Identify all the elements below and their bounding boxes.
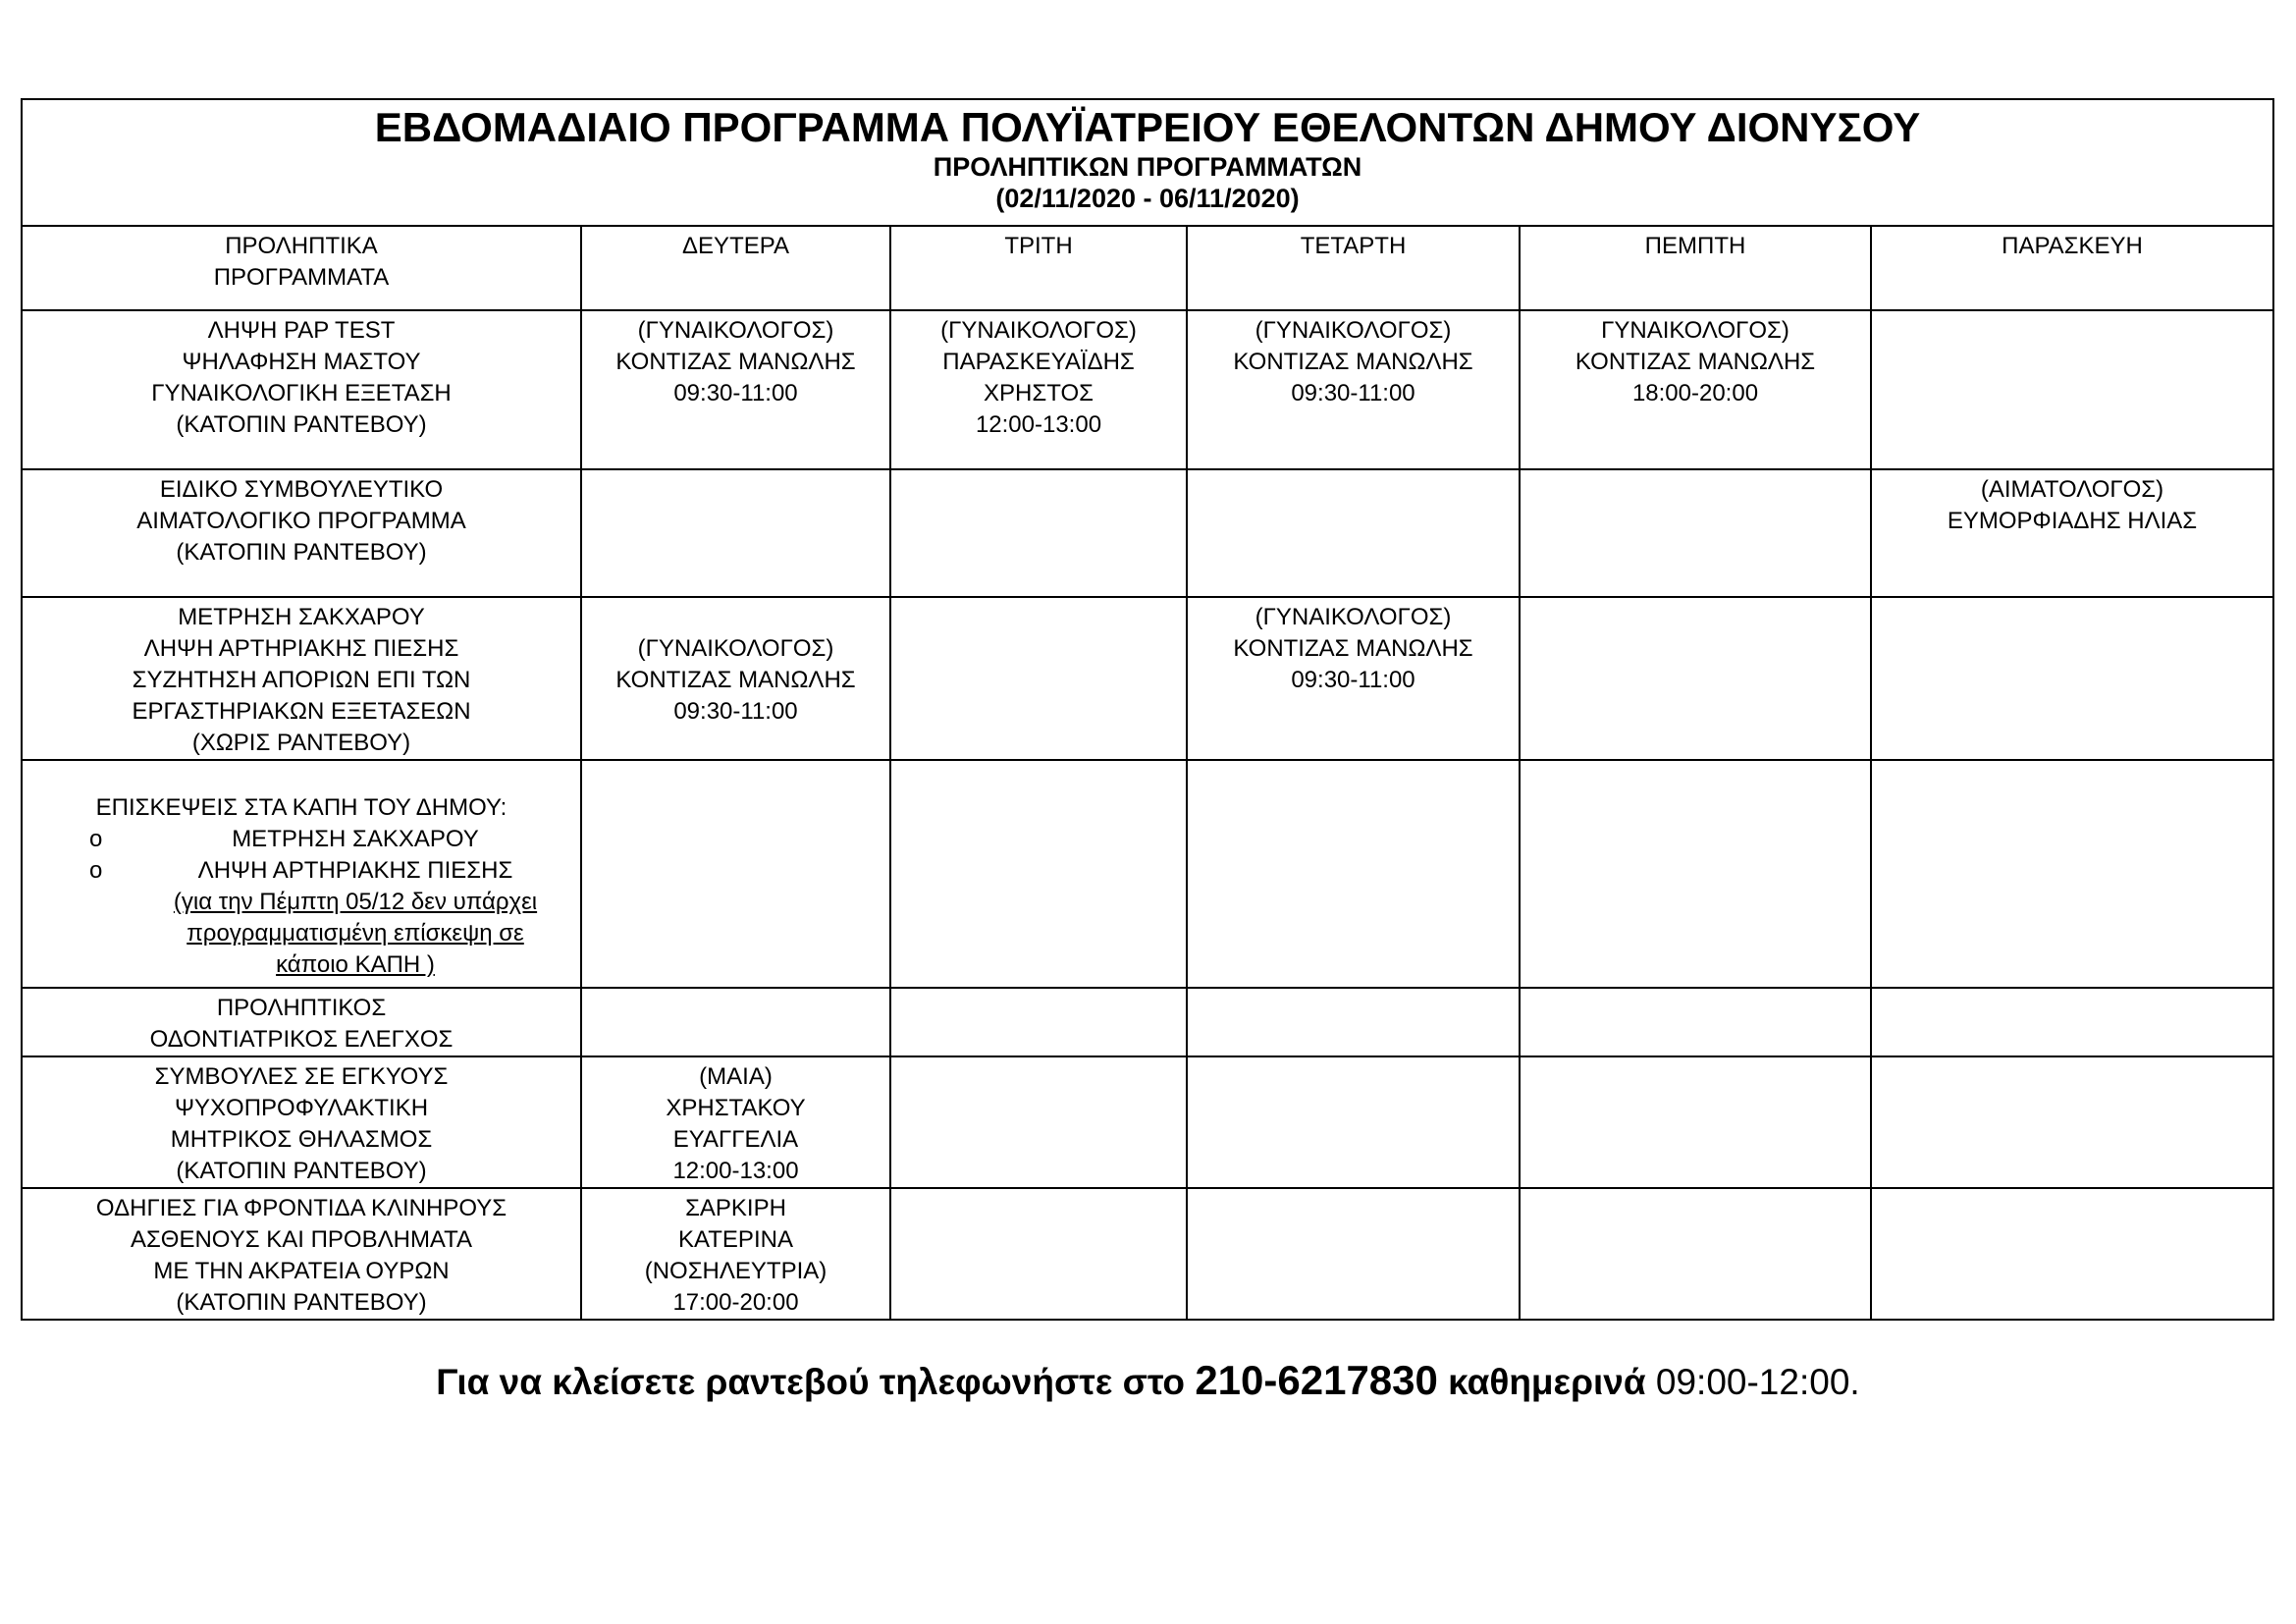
schedule-cell [1520, 310, 1871, 469]
cell-line: 18:00-20:00 [1631, 380, 1759, 406]
program-list-title: ΕΠΙΣΚΕΨΕΙΣ ΣΤΑ ΚΑΠΗ ΤΟΥ ΔΗΜΟΥ: [95, 794, 507, 821]
program-line: ΛΗΨΗ ΑΡΤΗΡΙΑΚΗΣ ΠΙΕΣΗΣ [143, 635, 459, 662]
cell-line: ΠΑΡΑΣΚΕΥΑΪΔΗΣ [942, 349, 1135, 375]
schedule-cell [1871, 1188, 2273, 1320]
program-line: ΣΥΖΗΤΗΣΗ ΑΠΟΡΙΩΝ ΕΠΙ ΤΩΝ [132, 667, 471, 693]
schedule-cell [1871, 760, 2273, 988]
booking-hours: 09:00-12:00. [1655, 1362, 1860, 1402]
cell-line: 09:30-11:00 [673, 380, 798, 406]
title-cell [22, 99, 2273, 226]
schedule-cell [1871, 988, 2273, 1056]
header-day-tuesday: ΤΡΙΤΗ [890, 226, 1187, 310]
program-line: (ΚΑΤΟΠΙΝ ΡΑΝΤΕΒΟΥ) [176, 411, 427, 438]
schedule-cell [581, 1188, 890, 1320]
header-day-friday: ΠΑΡΑΣΚΕΥΗ [1871, 226, 2273, 310]
cell-line: (ΓΥΝΑΙΚΟΛΟΓΟΣ) [637, 317, 834, 344]
cell-line: (ΓΥΝΑΙΚΟΛΟΓΟΣ) [1255, 604, 1452, 630]
program-line: ΜΕΤΡΗΣΗ ΣΑΚΧΑΡΟΥ [178, 604, 425, 630]
schedule-cell [890, 469, 1187, 597]
program-line: ΑΣΘΕΝΟΥΣ ΚΑΙ ΠΡΟΒΛΗΜΑΤΑ [130, 1226, 473, 1253]
schedule-cell [1187, 310, 1520, 469]
list-item-label: ΛΗΨΗ ΑΡΤΗΡΙΑΚΗΣ ΠΙΕΣΗΣ [197, 857, 513, 884]
booking-footer [0, 1357, 2296, 1406]
note-line: προγραμματισμένη επίσκεψη σε [187, 920, 524, 947]
schedule-cell [890, 760, 1187, 988]
table-row [22, 988, 2273, 1056]
program-line: ΑΙΜΑΤΟΛΟΓΙΚΟ ΠΡΟΓΡΑΜΜΑ [136, 508, 466, 534]
program-line: ΛΗΨΗ PAP TEST [207, 317, 396, 344]
program-line: ΓΥΝΑΙΚΟΛΟΓΙΚΗ ΕΞΕΤΑΣΗ [151, 380, 452, 406]
header-day-wednesday: ΤΕΤΑΡΤΗ [1187, 226, 1520, 310]
schedule-cell [581, 310, 890, 469]
cell-line: ΚΟΝΤΙΖΑΣ ΜΑΝΩΛΗΣ [1233, 635, 1473, 662]
schedule-cell [1187, 469, 1520, 597]
schedule-cell [1520, 1188, 1871, 1320]
schedule-cell [890, 1056, 1187, 1188]
program-line: ΨΗΛΑΦΗΣΗ ΜΑΣΤΟΥ [182, 349, 421, 375]
cell-line: ΚΟΝΤΙΖΑΣ ΜΑΝΩΛΗΣ [1575, 349, 1816, 375]
schedule-cell [1520, 988, 1871, 1056]
note-line: κάποιο ΚΑΠΗ ) [276, 951, 435, 978]
header-programs [22, 226, 581, 310]
footer-text: καθημερινά [1437, 1362, 1656, 1402]
cell-line: ΚΑΤΕΡΙΝΑ [678, 1226, 793, 1253]
schedule-cell [581, 597, 890, 760]
program-line: (ΚΑΤΟΠΙΝ ΡΑΝΤΕΒΟΥ) [176, 1289, 427, 1316]
program-line: ΕΙΔΙΚΟ ΣΥΜΒΟΥΛΕΥΤΙΚΟ [159, 476, 444, 503]
schedule-cell [581, 469, 890, 597]
cell-line: ΚΟΝΤΙΖΑΣ ΜΑΝΩΛΗΣ [615, 349, 856, 375]
header-programs-line: ΠΡΟΛΗΠΤΙΚΑ [225, 233, 378, 259]
program-line: ΕΡΓΑΣΤΗΡΙΑΚΩΝ ΕΞΕΤΑΣΕΩΝ [132, 698, 471, 725]
schedule-cell [1520, 469, 1871, 597]
table-row [22, 469, 2273, 597]
table-row [22, 1056, 2273, 1188]
cell-line: ΕΥΜΟΡΦΙΑΔΗΣ ΗΛΙΑΣ [1947, 508, 2198, 534]
cell-line: 09:30-11:00 [1291, 667, 1415, 693]
schedule-cell [1871, 1056, 2273, 1188]
schedule-cell [1187, 760, 1520, 988]
schedule-cell [1871, 597, 2273, 760]
program-line: ΨΥΧΟΠΡΟΦΥΛΑΚΤΙΚΗ [174, 1095, 429, 1121]
list-item [28, 824, 574, 855]
table-row [22, 1188, 2273, 1320]
program-cell [22, 1056, 581, 1188]
cell-line: ΧΡΗΣΤΑΚΟΥ [666, 1095, 806, 1121]
program-cell [22, 988, 581, 1056]
page-subtitle: ΠΡΟΛΗΠΤΙΚΩΝ ΠΡΟΓΡΑΜΜΑΤΩΝ [933, 152, 1362, 182]
cell-line: ΕΥΑΓΓΕΛΙΑ [672, 1126, 799, 1153]
schedule-cell [890, 597, 1187, 760]
cell-line: ΚΟΝΤΙΖΑΣ ΜΑΝΩΛΗΣ [1233, 349, 1473, 375]
schedule-cell [1871, 469, 2273, 597]
schedule-cell [1520, 597, 1871, 760]
note-line: (για την Πέμπτη 05/12 δεν υπάρχει [173, 889, 538, 915]
program-line: ΟΔΗΓΙΕΣ ΓΙΑ ΦΡΟΝΤΙΔΑ ΚΛΙΝΗΡΟΥΣ [95, 1195, 507, 1221]
table-row [22, 310, 2273, 469]
page-title: ΕΒΔΟΜΑΔΙΑΙΟ ΠΡΟΓΡΑΜΜΑ ΠΟΛΥΪΑΤΡΕΙΟΥ ΕΘΕΛΟΝΤΩΝ ΔΗΜΟΥ ΔΙΟΝΥΣΟΥ [374, 104, 1921, 150]
schedule-cell [581, 988, 890, 1056]
cell-line: ΧΡΗΣΤΟΣ [984, 380, 1094, 406]
header-day-monday: ΔΕΥΤΕΡΑ [581, 226, 890, 310]
program-line: ΣΥΜΒΟΥΛΕΣ ΣΕ ΕΓΚΥΟΥΣ [154, 1063, 449, 1090]
program-line: (ΧΩΡΙΣ ΡΑΝΤΕΒΟΥ) [191, 730, 411, 756]
program-line: ΠΡΟΛΗΠΤΙΚΟΣ [216, 995, 387, 1021]
cell-line [588, 602, 883, 633]
header-row [22, 226, 2273, 310]
cell-line: ΓΥΝΑΙΚΟΛΟΓΟΣ) [1601, 317, 1789, 344]
schedule-cell [1187, 1188, 1520, 1320]
schedule-cell [581, 760, 890, 988]
program-cell [22, 760, 581, 988]
program-cell [22, 310, 581, 469]
cell-line: (ΓΥΝΑΙΚΟΛΟΓΟΣ) [637, 635, 834, 662]
cell-line: ΣΑΡΚΙΡΗ [685, 1195, 786, 1221]
header-programs-line: ΠΡΟΓΡΑΜΜΑΤΑ [213, 264, 390, 291]
header-day-thursday: ΠΕΜΠΤΗ [1520, 226, 1871, 310]
cell-line: (ΓΥΝΑΙΚΟΛΟΓΟΣ) [1255, 317, 1452, 344]
table-row [22, 760, 2273, 988]
schedule-table [21, 98, 2274, 1321]
program-line: (ΚΑΤΟΠΙΝ ΡΑΝΤΕΒΟΥ) [176, 1158, 427, 1184]
program-cell [22, 469, 581, 597]
footer-text: Για να κλείσετε ραντεβού τηλεφωνήστε στο [436, 1362, 1196, 1402]
program-cell [22, 597, 581, 760]
schedule-cell [890, 1188, 1187, 1320]
program-cell [22, 1188, 581, 1320]
cell-line: (ΝΟΣΗΛΕΥΤΡΙΑ) [644, 1258, 828, 1284]
cell-line: ΚΟΝΤΙΖΑΣ ΜΑΝΩΛΗΣ [615, 667, 856, 693]
schedule-cell [890, 988, 1187, 1056]
title-row [22, 99, 2273, 226]
date-range: (02/11/2020 - 06/11/2020) [995, 184, 1300, 213]
schedule-cell [581, 1056, 890, 1188]
cell-line: (ΜΑΙΑ) [699, 1063, 773, 1090]
list-item-label: ΜΕΤΡΗΣΗ ΣΑΚΧΑΡΟΥ [232, 826, 479, 852]
schedule-cell [1871, 310, 2273, 469]
program-line: ΟΔΟΝΤΙΑΤΡΙΚΟΣ ΕΛΕΓΧΟΣ [149, 1026, 454, 1053]
cell-line: 09:30-11:00 [673, 698, 798, 725]
program-line: ΜΕ ΤΗΝ ΑΚΡΑΤΕΙΑ ΟΥΡΩΝ [153, 1258, 450, 1284]
list-item [28, 855, 574, 887]
cell-line: 17:00-20:00 [672, 1289, 799, 1316]
schedule-cell [890, 310, 1187, 469]
schedule-cell [1187, 597, 1520, 760]
program-line: ΜΗΤΡΙΚΟΣ ΘΗΛΑΣΜΟΣ [170, 1126, 433, 1153]
table-row [22, 597, 2273, 760]
schedule-cell [1520, 760, 1871, 988]
schedule-cell [1520, 1056, 1871, 1188]
schedule-cell [1187, 988, 1520, 1056]
schedule-page [21, 98, 2272, 1321]
circle-bullet-icon: o [89, 826, 103, 852]
cell-line: (ΓΥΝΑΙΚΟΛΟΓΟΣ) [940, 317, 1137, 344]
circle-bullet-icon: o [89, 857, 103, 884]
program-line: (ΚΑΤΟΠΙΝ ΡΑΝΤΕΒΟΥ) [176, 539, 427, 566]
cell-line: 12:00-13:00 [975, 411, 1102, 438]
phone-number[interactable]: 210-6217830 [1195, 1357, 1438, 1403]
cell-line: 12:00-13:00 [672, 1158, 799, 1184]
schedule-cell [1187, 1056, 1520, 1188]
cell-line: 09:30-11:00 [1291, 380, 1415, 406]
cell-line: (ΑΙΜΑΤΟΛΟΓΟΣ) [1980, 476, 2164, 503]
